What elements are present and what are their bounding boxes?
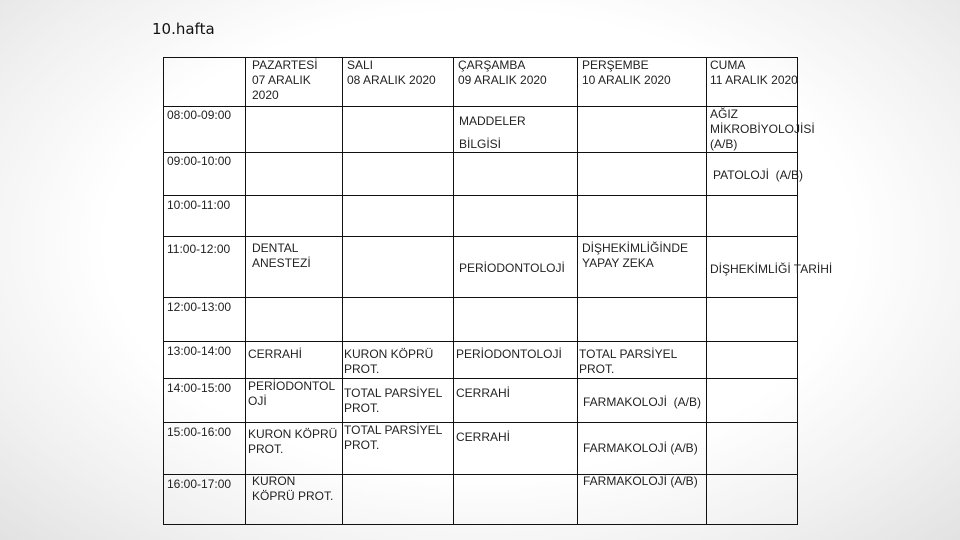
course-cell: FARMAKOLOJİ (A/B) [583, 474, 698, 488]
grid-line [342, 57, 343, 525]
course-cell: DİŞHEKİMLİĞİNDE YAPAY ZEKA [582, 241, 689, 270]
header-day-monday: PAZARTESİ 07 ARALIK 2020 [252, 58, 318, 102]
course-cell: KURON KÖPRÜ PROT. [344, 347, 434, 376]
course-cell: MADDELER BİLGİSİ [459, 114, 526, 151]
time-label: 12:00-13:00 [167, 300, 232, 314]
course-cell: FARMAKOLOJİ (A/B) [583, 395, 702, 409]
course-cell: AĞIZ MİKROBİYOLOJİSİ (A/B) [710, 107, 815, 151]
grid-line [163, 106, 798, 107]
grid-line [163, 195, 798, 196]
time-label: 09:00-10:00 [167, 154, 232, 168]
time-label: 11:00-12:00 [167, 242, 231, 256]
time-label: 10:00-11:00 [167, 198, 231, 212]
header-day-thursday: PERŞEMBE 10 ARALIK 2020 [582, 58, 671, 87]
grid-line [163, 297, 798, 298]
grid-line [453, 57, 454, 525]
course-cell: DİŞHEKİMLİĞİ TARİHİ [710, 262, 833, 276]
course-cell: PERİODONTOLOJİ [459, 261, 565, 275]
time-label: 15:00-16:00 [167, 425, 232, 439]
course-cell: TOTAL PARSİYEL PROT. [344, 386, 443, 415]
course-cell: PATOLOJİ (A/B) [713, 168, 804, 182]
grid-line [245, 57, 246, 525]
course-cell: DENTAL ANESTEZİ [252, 241, 311, 270]
grid-line [577, 57, 578, 525]
course-cell: KURON KÖPRÜ PROT. [252, 474, 334, 503]
grid-line [163, 236, 798, 237]
time-label: 13:00-14:00 [167, 344, 232, 358]
course-cell: TOTAL PARSİYEL PROT. [344, 423, 443, 452]
grid-line [706, 57, 707, 525]
page-title: 10.hafta [152, 20, 215, 38]
header-day-friday: CUMA 11 ARALIK 2020 [710, 58, 798, 87]
time-label: 08:00-09:00 [167, 108, 232, 122]
course-cell: CERRAHİ [456, 430, 511, 444]
grid-line [163, 57, 164, 525]
course-cell: CERRAHİ [456, 386, 511, 400]
header-day-wednesday: ÇARŞAMBA 09 ARALIK 2020 [458, 58, 547, 87]
course-cell: PERİODONTOLOJİ [456, 347, 562, 361]
course-cell: TOTAL PARSİYEL PROT. [579, 347, 678, 376]
course-cell: CERRAHİ [248, 347, 303, 361]
course-cell: FARMAKOLOJİ (A/B) [583, 441, 698, 455]
grid-line [163, 422, 798, 423]
time-label: 14:00-15:00 [167, 381, 232, 395]
header-day-tuesday: SALI 08 ARALIK 2020 [347, 58, 436, 87]
grid-line [163, 341, 798, 342]
time-label: 16:00-17:00 [167, 477, 232, 491]
course-cell: PERİODONTOL OJİ [248, 379, 336, 408]
grid-line [163, 524, 798, 525]
course-cell: KURON KÖPRÜ PROT. [248, 427, 338, 456]
